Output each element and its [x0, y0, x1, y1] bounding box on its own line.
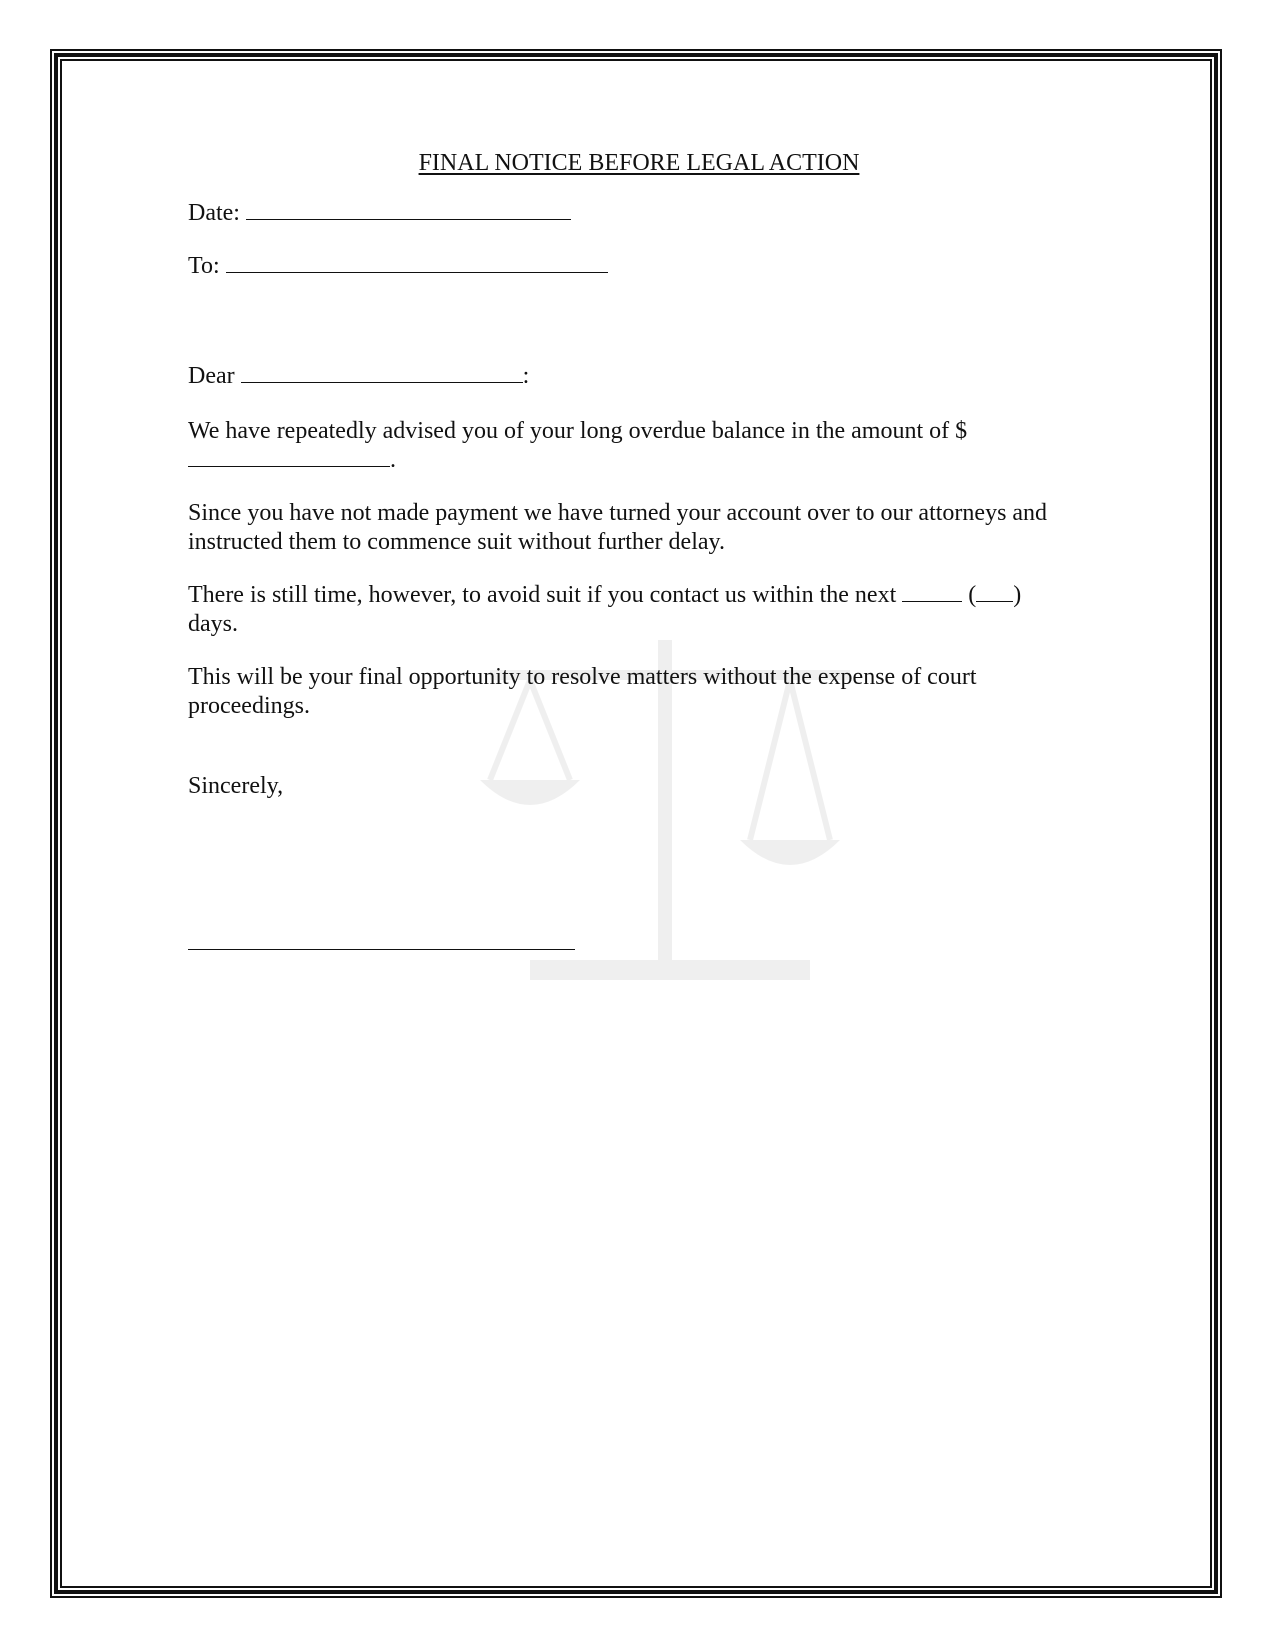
paragraph-overdue-balance-period: .	[390, 447, 396, 473]
paragraph-avoid-suit-text: There is still time, however, to avoid suit if you contact us within the next	[188, 582, 897, 608]
days-number-blank[interactable]	[976, 581, 1013, 602]
paragraph-avoid-suit	[188, 581, 1098, 639]
days-paren-open: (	[968, 582, 977, 608]
salutation-name-blank[interactable]	[241, 362, 523, 383]
document-title: FINAL NOTICE BEFORE LEGAL ACTION	[418, 150, 860, 176]
paragraph-overdue-balance	[188, 417, 1098, 475]
days-paren-close: )	[1013, 582, 1022, 608]
date-line	[188, 199, 571, 228]
paragraph-attorneys: Since you have not made payment we have turned your account over to our attorneys and instructed them to commence suit without further delay.	[188, 500, 1048, 555]
salutation-colon: :	[522, 363, 530, 389]
days-words-blank[interactable]	[902, 581, 962, 602]
paragraph-overdue-balance-text: We have repeatedly advised you of your long overdue balance in the amount of $	[188, 418, 968, 444]
to-line	[188, 252, 608, 281]
recipient-blank[interactable]	[226, 252, 608, 273]
signature-line[interactable]	[188, 949, 575, 950]
date-label: Date:	[188, 200, 240, 226]
date-blank[interactable]	[246, 199, 571, 220]
salutation-line	[188, 362, 529, 391]
closing: Sincerely,	[188, 773, 284, 799]
paragraph-avoid-suit-days: days.	[188, 611, 238, 637]
amount-blank[interactable]	[188, 446, 390, 467]
to-label: To:	[188, 253, 220, 279]
paragraph-final-opportunity: This will be your final opportunity to resolve matters without the expense of court proceedings.	[188, 664, 977, 719]
salutation-label: Dear	[188, 363, 235, 389]
